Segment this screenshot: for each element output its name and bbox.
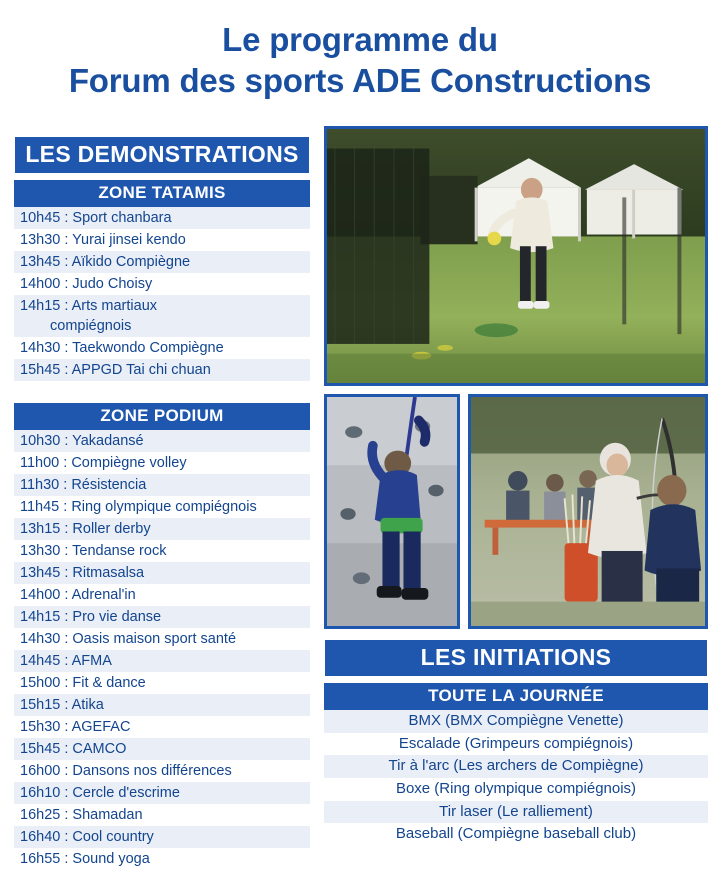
zone-tatamis-heading: ZONE TATAMIS: [14, 180, 310, 207]
page-title: [0, 0, 720, 100]
list-item: 10h45 : Sport chanbara: [14, 207, 310, 229]
list-item: 15h30 : AGEFAC: [14, 716, 310, 738]
list-item: 13h45 : Ritmasalsa: [14, 562, 310, 584]
zone-tatamis-list: [14, 207, 310, 381]
initiations-subheading: TOUTE LA JOURNÉE: [324, 683, 708, 710]
list-item: 13h30 : Yurai jinsei kendo: [14, 229, 310, 251]
list-item: 16h25 : Shamadan: [14, 804, 310, 826]
list-item: Escalade (Grimpeurs compiégnois): [324, 733, 708, 756]
list-item: Boxe (Ring olympique compiégnois): [324, 778, 708, 801]
list-item: 14h15 : Pro vie danse: [14, 606, 310, 628]
initiations-list: [324, 710, 708, 846]
zone-podium-list: [14, 430, 310, 870]
list-item-line-1: 14h15 : Arts martiaux: [20, 298, 158, 314]
list-item: 16h40 : Cool country: [14, 826, 310, 848]
list-item: 14h45 : AFMA: [14, 650, 310, 672]
list-item: 15h45 : CAMCO: [14, 738, 310, 760]
list-item: Baseball (Compiègne baseball club): [324, 823, 708, 846]
list-item: [14, 295, 310, 337]
list-item: 16h10 : Cercle d'escrime: [14, 782, 310, 804]
list-item: 15h45 : APPGD Tai chi chuan: [14, 359, 310, 381]
initiations-heading: LES INITIATIONS: [324, 639, 708, 677]
list-item-line-2: compiégnois: [50, 318, 132, 334]
list-item: Tir laser (Le ralliement): [324, 801, 708, 824]
list-item: 11h45 : Ring olympique compiégnois: [14, 496, 310, 518]
list-item: 14h30 : Oasis maison sport santé: [14, 628, 310, 650]
demonstrations-heading: LES DEMONSTRATIONS: [14, 136, 310, 174]
list-item: Tir à l'arc (Les archers de Compiègne): [324, 755, 708, 778]
title-line-1: Le programme du: [222, 21, 498, 58]
photo-climbing-wall: [324, 394, 460, 629]
list-item: 14h00 : Judo Choisy: [14, 273, 310, 295]
list-item: 16h55 : Sound yoga: [14, 848, 310, 870]
photo-archery: [468, 394, 708, 629]
list-item: 15h15 : Atika: [14, 694, 310, 716]
list-item: 15h00 : Fit & dance: [14, 672, 310, 694]
list-item: 11h00 : Compiègne volley: [14, 452, 310, 474]
title-line-2: Forum des sports ADE Constructions: [68, 61, 652, 99]
list-item: 13h15 : Roller derby: [14, 518, 310, 540]
initiations-block: [324, 639, 708, 846]
demonstrations-column: [14, 136, 310, 870]
list-item: 10h30 : Yakadansé: [14, 430, 310, 452]
list-item: 14h30 : Taekwondo Compiègne: [14, 337, 310, 359]
photo-row: [324, 394, 708, 629]
list-item: 14h00 : Adrenal'in: [14, 584, 310, 606]
list-item: 13h30 : Tendanse rock: [14, 540, 310, 562]
list-item: 16h00 : Dansons nos différences: [14, 760, 310, 782]
list-item: 11h30 : Résistencia: [14, 474, 310, 496]
list-item: 13h45 : Aïkido Compiègne: [14, 251, 310, 273]
list-item: BMX (BMX Compiègne Venette): [324, 710, 708, 733]
photo-outdoor-tents-sport: [324, 126, 708, 386]
column-spacer: [14, 381, 310, 403]
zone-podium-heading: ZONE PODIUM: [14, 403, 310, 430]
media-and-initiations-column: [324, 126, 708, 846]
